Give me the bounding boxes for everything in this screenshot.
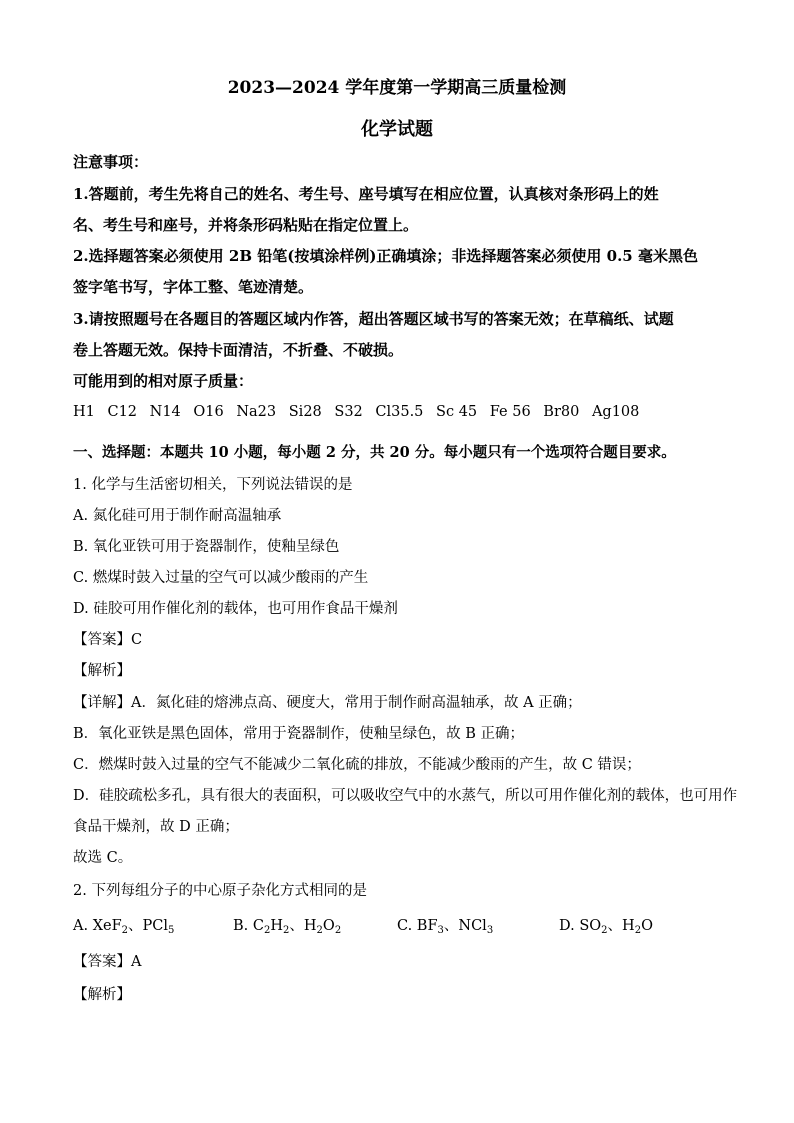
atomic-mass-list xyxy=(73,404,647,420)
option-b: B. 氧化亚铁可用于瓷器制作，使釉呈绿色 xyxy=(73,539,340,555)
atomic-mass-item: S32 xyxy=(334,404,363,420)
detail-line: 故选 C。 xyxy=(73,850,133,866)
answer-label: 【答案】A xyxy=(73,954,142,970)
option-b: B. $C_2H_2$、$H_2O_2$ xyxy=(233,918,342,936)
atomic-mass-item: Cl35.5 xyxy=(375,404,424,420)
atomic-mass-item: H1 xyxy=(73,404,95,420)
section-heading: 一、选择题：本题共 10 小题，每小题 2 分，共 20 分。每小题只有一个选项符合题目要求。 xyxy=(73,444,676,461)
option-label: B. xyxy=(233,918,249,934)
detail-line: D．硅胶疏松多孔，具有很大的表面积，可以吸收空气中的水蒸气，所以可用作催化剂的载体，也可用作 xyxy=(73,788,738,804)
option-label: A. xyxy=(73,918,89,934)
atomic-mass-item: C12 xyxy=(107,404,138,420)
separator: 、 xyxy=(443,918,459,934)
atomic-mass-item: Sc 45 xyxy=(436,404,478,420)
detail-line: C．燃煤时鼓入过量的空气不能减少二氧化硫的排放，不能减少酸雨的产生，故 C 错误； xyxy=(73,757,641,773)
exam-title: 2023—2024 学年度第一学期高三质量检测 xyxy=(227,78,567,98)
atomic-mass-heading: 可能用到的相对原子质量： xyxy=(73,372,254,390)
option-d: D. 硅胶可用作催化剂的载体，也可用作食品干燥剂 xyxy=(73,601,398,617)
option-c: C. $BF_3$、NCl$_3$ xyxy=(397,918,494,936)
detail-line: 【详解】A．氮化硅的熔沸点高、硬度大，常用于制作耐高温轴承，故 A 正确； xyxy=(73,695,582,711)
option-label: C. xyxy=(397,918,413,934)
atomic-mass-item: Br80 xyxy=(543,404,580,420)
analysis-label: 【解析】 xyxy=(73,663,131,679)
question-stem: 2. 下列每组分子的中心原子杂化方式相同的是 xyxy=(73,883,367,899)
option-label: D. xyxy=(559,918,575,934)
separator: 、 xyxy=(289,918,304,934)
option-c: C. 燃煤时鼓入过量的空气可以减少酸雨的产生 xyxy=(73,570,369,586)
separator: 、 xyxy=(128,918,143,934)
separator: 、 xyxy=(607,918,623,934)
atomic-mass-item: Si28 xyxy=(288,404,322,420)
notice-line: 卷上答题无效。保持卡面清洁，不折叠、不破损。 xyxy=(73,341,404,359)
notice-line: 1.答题前，考生先将自己的姓名、考生号、座号填写在相应位置，认真核对条形码上的姓 xyxy=(73,185,659,203)
atomic-mass-item: Na23 xyxy=(236,404,277,420)
atomic-mass-item: Ag108 xyxy=(591,404,640,420)
notice-line: 3.请按照题号在各题目的答题区域内作答，超出答题区域书写的答案无效；在草稿纸、试题 xyxy=(73,310,674,328)
analysis-label: 【解析】 xyxy=(73,987,131,1003)
notice-heading: 注意事项： xyxy=(73,153,149,171)
atomic-mass-item: O16 xyxy=(193,404,224,420)
option-a: A. XeF$_2$、PCl$_5$ xyxy=(73,918,175,936)
question-stem: 1. 化学与生活密切相关，下列说法错误的是 xyxy=(73,477,353,493)
detail-line: 食品干燥剂，故 D 正确； xyxy=(73,819,239,835)
notice-line: 签字笔书写，字体工整、笔迹清楚。 xyxy=(73,278,314,296)
detail-line: B．氧化亚铁是黑色固体，常用于瓷器制作，使釉呈绿色，故 B 正确； xyxy=(73,726,525,742)
atomic-mass-item: Fe 56 xyxy=(489,404,531,420)
exam-subtitle: 化学试题 xyxy=(361,119,433,140)
notice-line: 2.选择题答案必须使用 2B 铅笔(按填涂样例)正确填涂；非选择题答案必须使用 0.5 毫米黑色 xyxy=(73,247,698,265)
option-d: D. $SO_2$、$H_2O$ xyxy=(559,918,653,936)
answer-label: 【答案】C xyxy=(73,632,143,648)
atomic-mass-item: N14 xyxy=(149,404,181,420)
notice-line: 名、考生号和座号，并将条形码粘贴在指定位置上。 xyxy=(73,216,419,234)
option-a: A. 氮化硅可用于制作耐高温轴承 xyxy=(73,508,282,524)
